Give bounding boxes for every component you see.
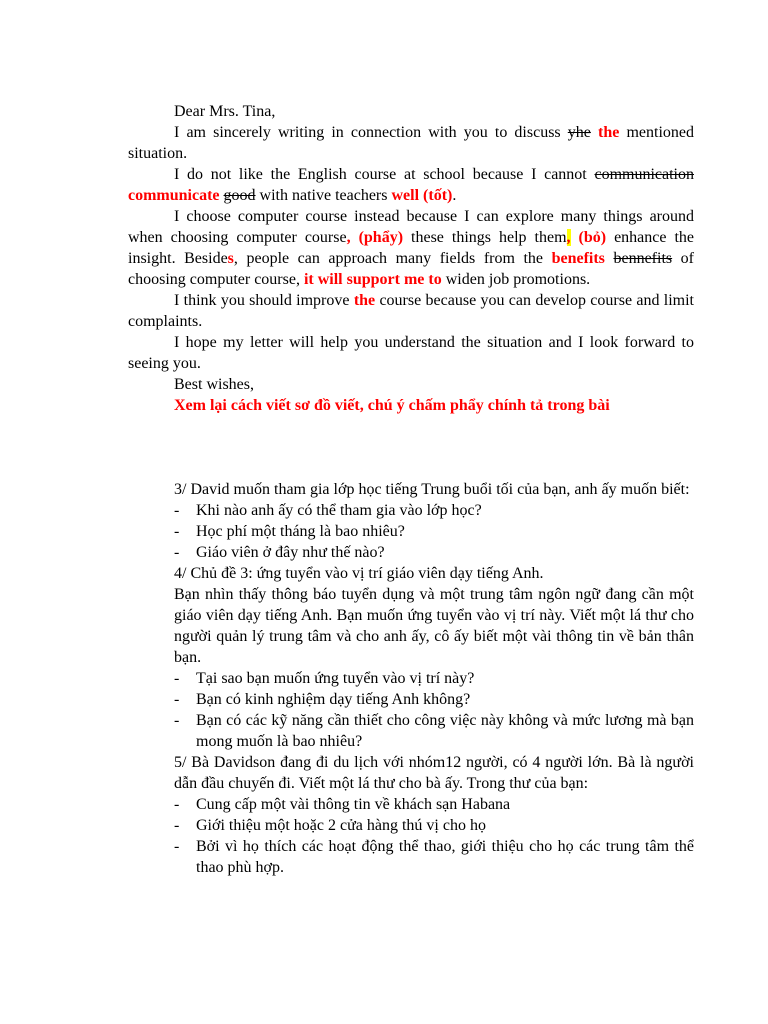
list-item: - Giáo viên ở đây như thế nào? — [174, 544, 385, 561]
list-item: - Bởi vì họ thích các hoạt động thể thao, giới thiệu cho họ các trung tâm thể thao phù hợp. — [174, 838, 694, 876]
struck-word: good — [223, 187, 256, 204]
correction-text: it will support me to — [303, 271, 442, 288]
task-5-list — [128, 794, 694, 878]
task-4-body: Bạn nhìn thấy thông báo tuyển dụng và một trung tâm ngôn ngữ đang cần một giáo viên dạy tiếng Anh. Bạn muốn ứng tuyển vào vị trí này. Viết một lá thư cho người quản lý trung tâm và cho anh ấy, cô ấy biết một vài thông tin về bản thân bạn. — [174, 586, 694, 666]
letter-closing: Best wishes, — [174, 376, 254, 393]
task-4-title: 4/ Chủ đề 3: ứng tuyển vào vị trí giáo viên dạy tiếng Anh. — [174, 565, 544, 582]
list-item: - Tại sao bạn muốn ứng tuyển vào vị trí này? — [174, 670, 475, 687]
struck-word: yhe — [567, 124, 591, 141]
list-item: - Khi nào anh ấy có thể tham gia vào lớp học? — [174, 502, 482, 519]
struck-word: communication — [594, 166, 694, 183]
correction-text: the — [598, 124, 620, 141]
letter-paragraph-2: I do not like the English course at school because I cannot communication communicate good with native teachers well (tốt). — [128, 166, 694, 204]
document-page — [128, 101, 694, 878]
correction-text: well (tốt) — [391, 187, 453, 204]
correction-text: the — [353, 292, 376, 309]
correction-text: s — [227, 250, 234, 267]
letter-paragraph-1: I am sincerely writing in connection with you to discuss yhe the mentioned situation. — [128, 124, 694, 162]
correction-text: (bỏ) — [570, 229, 607, 246]
correction-text: communicate — [128, 187, 220, 204]
task-4-list — [128, 668, 694, 752]
correction-text: benefits — [551, 250, 605, 267]
task-5-body: 5/ Bà Davidson đang đi du lịch với nhóm12 người, có 4 người lớn. Bà là người dẫn đầu chuyến đi. Viết một lá thư cho bà ấy. Trong thư của bạn: — [174, 754, 694, 792]
list-item: - Bạn có các kỹ năng cần thiết cho công việc này không và mức lương mà bạn mong muốn là bao nhiêu? — [174, 712, 694, 750]
task-3-list — [128, 500, 694, 563]
task-3-intro: 3/ David muốn tham gia lớp học tiếng Trung buổi tối của bạn, anh ấy muốn biết: — [174, 481, 690, 498]
highlighted-comma: , — [566, 229, 571, 246]
list-item: - Cung cấp một vài thông tin về khách sạn Habana — [174, 796, 511, 813]
letter-salutation: Dear Mrs. Tina, — [174, 103, 276, 120]
list-item: - Bạn có kinh nghiệm dạy tiếng Anh không? — [174, 691, 471, 708]
spacer — [128, 416, 694, 479]
letter-paragraph-5: I hope my letter will help you understand the situation and I look forward to seeing you. — [128, 334, 694, 372]
list-item: - Giới thiệu một hoặc 2 cửa hàng thú vị cho họ — [174, 817, 486, 834]
letter-paragraph-4: I think you should improve the course because you can develop course and limit complaints. — [128, 292, 695, 330]
letter-paragraph-3: I choose computer course instead because I can explore many things around when choosing computer course, (phẩy) these things help them, (bỏ) enhance the insight. Besides, people can approach many fields from the benefits bennefits of choosing computer course, it will support me to widen job promotions. — [128, 208, 695, 288]
correction-text: , (phẩy) — [346, 229, 404, 246]
struck-word: bennefits — [613, 250, 673, 267]
teacher-note: Xem lại cách viết sơ đồ viết, chú ý chấm phẩy chính tả trong bài — [174, 397, 610, 414]
list-item: - Học phí một tháng là bao nhiêu? — [174, 523, 405, 540]
